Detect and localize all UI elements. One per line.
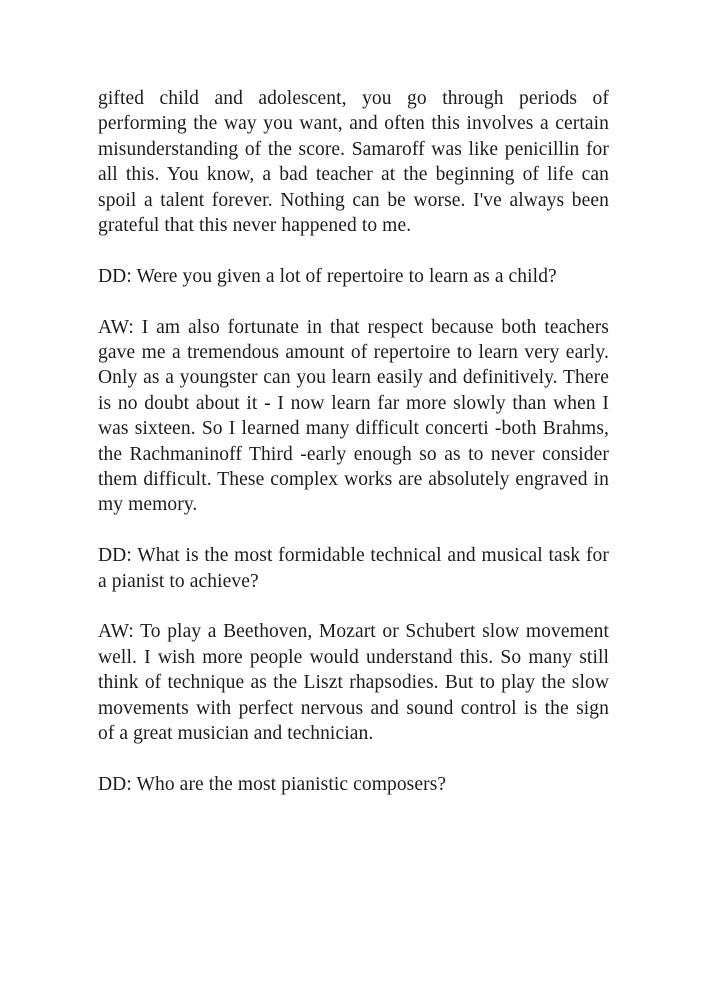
paragraph-continued-answer: gifted child and adolescent, you go through periods of performing the way you want, and often this involves a certain misunderstanding of the score. Samaroff was like penicillin for all this. You know, a bad teacher at the beginning of life can spoil a talent forever. Nothing can be worse. I've always been grateful that this never happened to me. bbox=[98, 88, 609, 237]
paragraph-answer-repertoire: AW: I am also fortunate in that respect because both teachers gave me a tremendous amount of repertoire to learn very early. Only as a youngster can you learn easily and definitively. There is no doubt about it - I now learn far more slowly than when I was sixteen. So I learned many difficult concerti -both Brahms, the Rachmaninoff Third -early enough so as to never consider them difficult. These complex works are absolutely engraved in my memory. bbox=[98, 316, 609, 516]
paragraph-answer-slow-movement: AW: To play a Beethoven, Mozart or Schubert slow movement well. I wish more people would understand this. So many still think of technique as the Liszt rhapsodies. But to play the slow movements with perfect nervous and sound control is the sign of a great musician and technician. bbox=[98, 621, 609, 745]
paragraph-question-repertoire: DD: Were you given a lot of repertoire to learn as a child? bbox=[98, 265, 557, 287]
paragraph-question-formidable-task: DD: What is the most formidable technical and musical task for a pianist to achieve? bbox=[98, 545, 609, 592]
paragraph-question-pianistic-composers: DD: Who are the most pianistic composers? bbox=[98, 773, 447, 795]
